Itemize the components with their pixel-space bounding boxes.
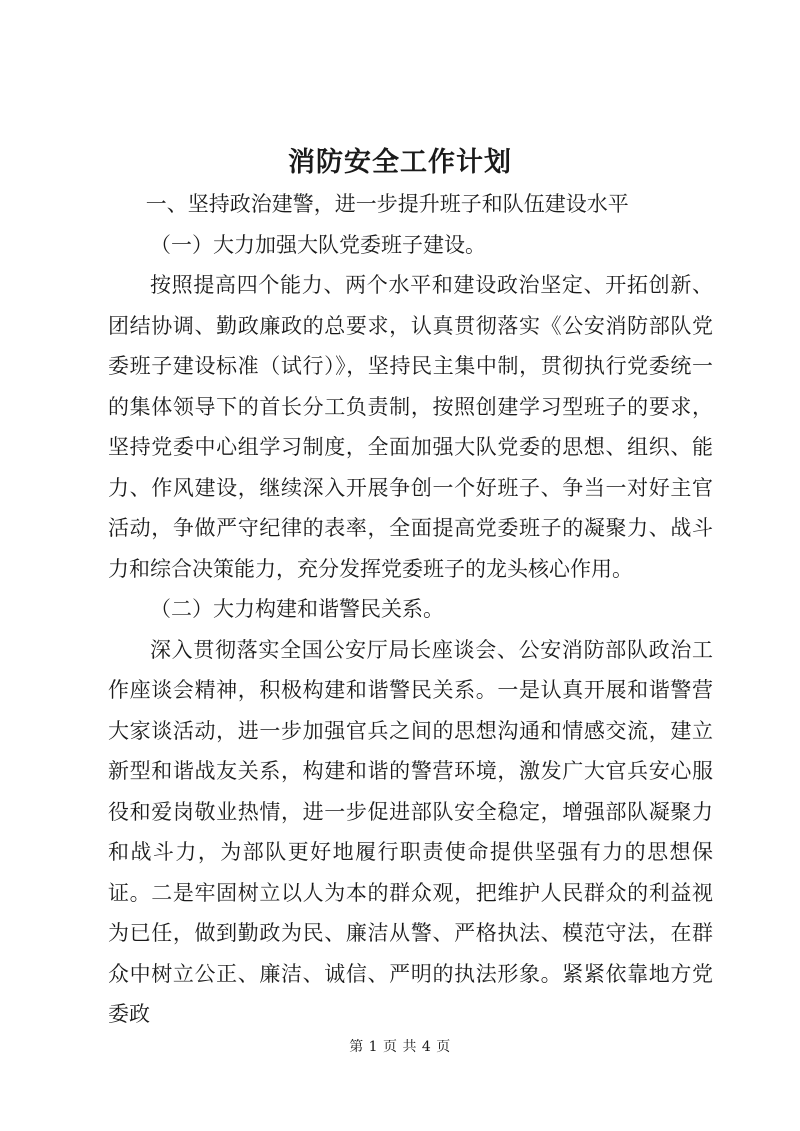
subsection-heading-1: （一）大力加强大队党委班子建设。 — [150, 232, 486, 257]
document-body — [108, 184, 713, 1035]
document-title: 消防安全工作计划 — [288, 147, 512, 178]
subsection-heading-2: （二）大力构建和谐警民关系。 — [150, 597, 444, 621]
page-footer: 第 1 页 共 4 页 — [349, 1039, 451, 1055]
body-paragraph-2: 深入贯彻落实全国公安厅局长座谈会、公安消防部队政治工作座谈会精神，积极构建和谐警民关系。一是认真开展和谐警营大家谈活动，进一步加强官兵之间的思想沟通和情感交流，建立新型和谐战友关系，构建和谐的警营环境，激发广大官兵安心服役和爱岗敬业热情，进一步促进部队安全稳定，增强部队凝聚力和战斗力，为部队更好地履行职责使命提供坚强有力的思想保证。二是牢固树立以人为本的群众观，把维护人民群众的利益视为已任，做到勤政为民、廉洁从警、严格执法、模范守法，在群众中树立公正、廉洁、诚信、严明的执法形象。紧紧依靠地方党委政 — [108, 637, 713, 1026]
body-paragraph-1: 按照提高四个能力、两个水平和建设政治坚定、开拓创新、团结协调、勤政廉政的总要求，认真贯彻落实《公安消防部队党委班子建设标准（试行）》，坚持民主集中制，贯彻执行党委统一的集体领导下的首长分工负责制，按照创建学习型班子的要求，坚持党委中心组学习制度，全面加强大队党委的思想、组织、能力、作风建设，继续深入开展争创一个好班子、争当一对好主官活动，争做严守纪律的表率，全面提高党委班子的凝聚力、战斗力和综合决策能力，充分发挥党委班子的龙头核心作用。 — [108, 273, 713, 581]
section-heading-1: 一、坚持政治建警，进一步提升班子和队伍建设水平 — [145, 192, 629, 216]
